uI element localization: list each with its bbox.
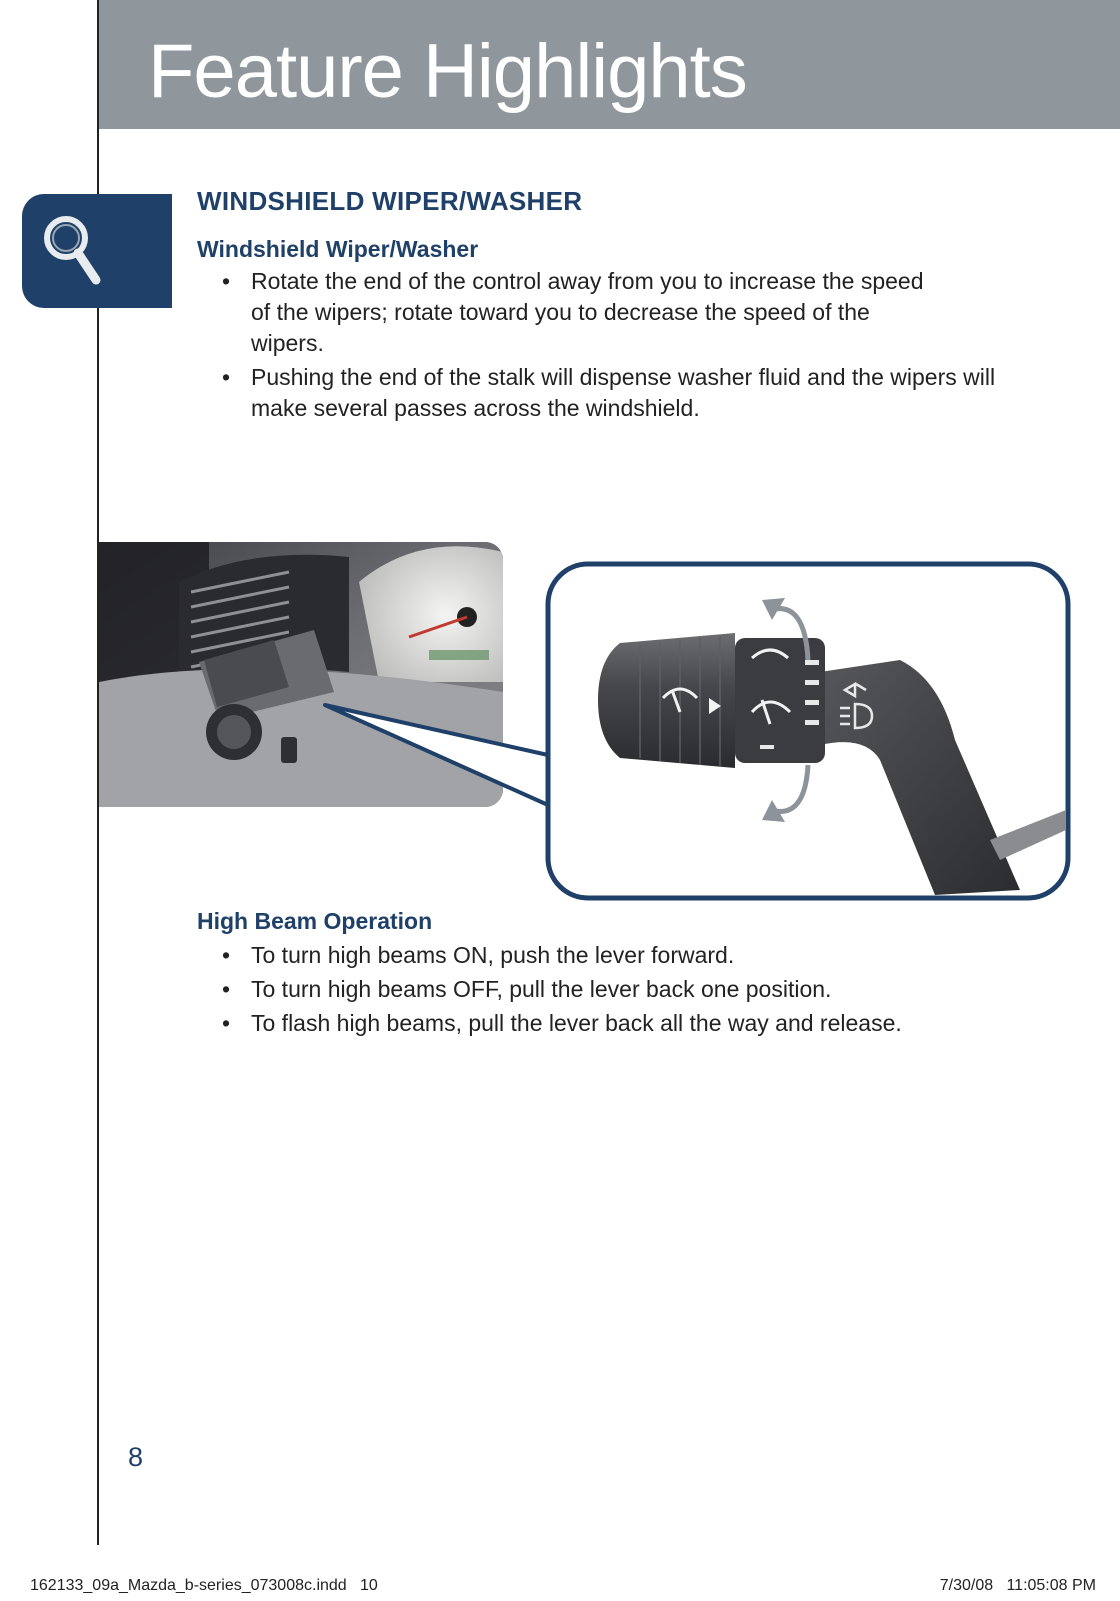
page-title: Feature Highlights — [148, 29, 747, 114]
page-number: 8 — [128, 1442, 144, 1472]
list-item — [222, 1008, 1082, 1039]
bullet-text: Rotate the end of the control away from you to increase the speed of the wipers; rotate toward you to decrease the speed of the wipers. — [251, 268, 924, 356]
list-item — [222, 974, 1082, 1005]
section-title: WINDSHIELD WIPER/WASHER — [197, 186, 583, 216]
bullet-text: To turn high beams OFF, pull the lever back one position. — [251, 976, 832, 1002]
footer-file-info: 162133_09a_Mazda_b-series_073008c.indd 10 — [30, 1577, 378, 1594]
bullet-text: To turn high beams ON, push the lever forward. — [251, 942, 735, 968]
bullet-text: Pushing the end of the stalk will dispense washer fluid and the wipers will make several passes across the windshield. — [251, 364, 996, 421]
highbeam-heading: High Beam Operation — [197, 908, 433, 934]
wiper-heading: Windshield Wiper/Washer — [197, 236, 479, 262]
highbeam-bullet-list — [222, 940, 1082, 1042]
bullet-text: To flash high beams, pull the lever back all the way and release. — [251, 1010, 902, 1036]
list-item — [222, 940, 1082, 971]
footer-timestamp: 7/30/08 11:05:08 PM — [939, 1577, 1096, 1594]
